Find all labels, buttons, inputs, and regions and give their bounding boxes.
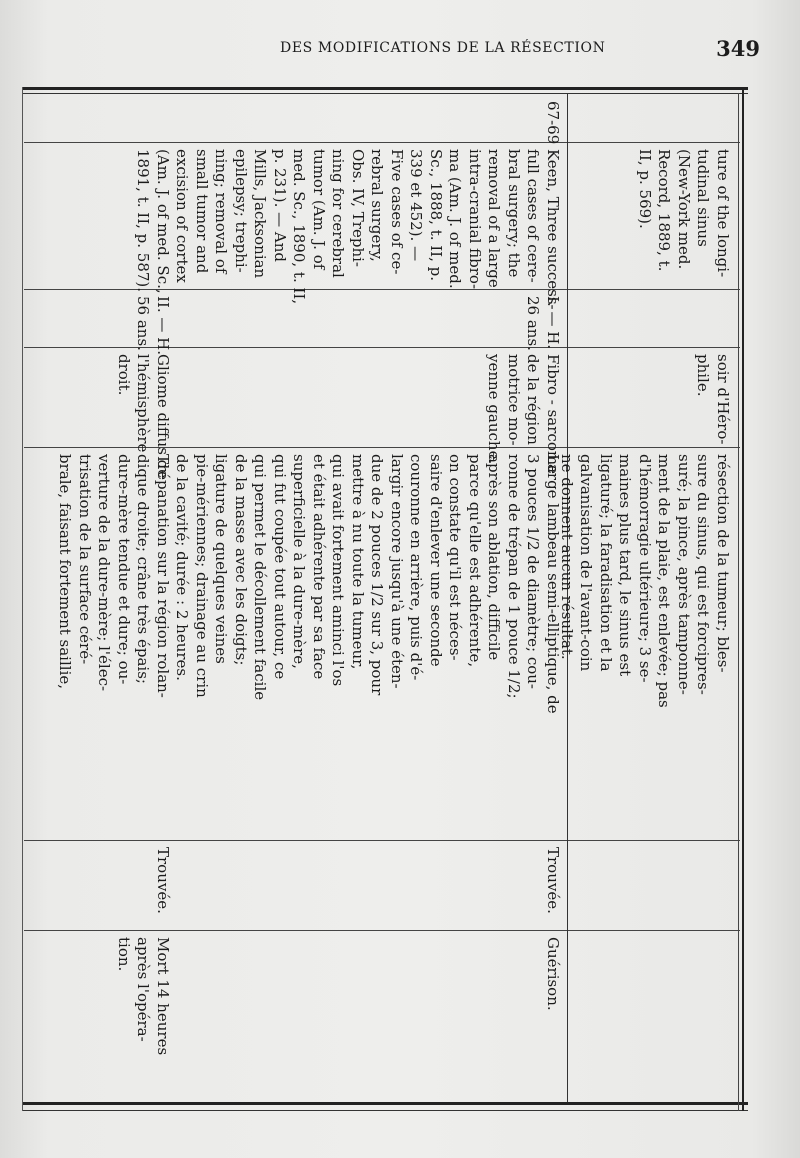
table-bottom-rule-thin <box>22 1110 748 1111</box>
page-header <box>280 36 760 64</box>
found-cell-keen-2 <box>153 844 173 914</box>
result-cell-keen-2 <box>114 934 173 1055</box>
ref-cell-keen <box>133 146 562 310</box>
found-text-keen-2: Trouvée. <box>154 847 172 914</box>
lesion-text-keen-1: Fibro - sarcome de la région motrice mo- yenne gauche. <box>485 354 562 474</box>
case-table <box>24 94 740 1102</box>
found-cell-keen-1 <box>543 844 563 914</box>
ref-cell-top <box>635 146 733 277</box>
column-number <box>24 94 740 145</box>
operation-cell-keen-2 <box>55 451 172 698</box>
result-cell-keen-1 <box>543 934 563 1011</box>
operation-text-keen-1: Large lambeau semi-elliptique, de 3 pouces 1/2 de diamètre; cou- ronne de trépan de 1 pouce 1/2; après son ablation, difficile parce qu'elle est adhérente, on constate qu'il est néces- saire d'enlever une seconde couronne en arrière, puis d'é- largir encore jusqu'à une éten- due de 2 pouces 1/2 sur 3, pour mettre à nu toute la tumeur, qui avait fortement aminci l'os et était adhérente par sa face superficielle à la dure-mère, qui fut coupée tout autour, ce qui permet le décollement facile de la masse avec les doigts; ligature de quelques veines pie-mériennes; drainage au crin de la cavité; durée : 2 heures. <box>173 454 562 714</box>
patient-cell-keen-2 <box>133 293 172 355</box>
running-head: DES MODIFICATIONS DE LA RÉSECTION <box>280 40 606 56</box>
patient-cell-keen-1 <box>523 293 562 351</box>
lesion-text-keen-2: Gliome diffus de l'hémisphère droit. <box>115 354 172 479</box>
column-found <box>24 840 740 930</box>
case-number: 67-69 <box>544 101 562 145</box>
table-bottom-rule <box>22 1102 748 1105</box>
table-top-rule <box>22 87 748 90</box>
lesion-cell-top <box>693 351 732 444</box>
operation-cell-keen-1 <box>172 451 562 714</box>
result-text-keen-2: Mort 14 heures après l'opéra- tion. <box>115 937 172 1056</box>
result-text-keen-1: Guérison. <box>544 937 562 1011</box>
ref-text-keen: Keen, Three success- full cases of cere- bral surgery; the removal of a large intra-cranial fibro- ma (Am. J. of med. Sc., 1888, t. II, p. 339 et 452). — Five cases of ce- rebral surgery, Obs. IV, Trephi- ning for cerebral tumor (Am. J. of med. Sc., 1890, t. II, p. 231). — And Mills, Jacksonian epilepsy; trephi- ning; removal of small tumor and excision of cortex (Am. J. of med. Sc., 1891, t. II, p. 587). <box>134 149 562 310</box>
operation-text-keen-2: Trépanation sur la région rolan- dique droite; crâne très épais; dure-mère tendue et dure; ou- verture de la dure-mère; l'élec- trisation de la surface céré- brale, faisant fortement saillie, <box>56 454 172 698</box>
operation-cell-top <box>557 451 733 708</box>
patient-text-keen-2: II. — H. 56 ans. <box>134 296 172 356</box>
lesion-text-top: soir d'Héro- phile. <box>694 354 732 445</box>
table-right-rule <box>742 87 744 1111</box>
page-number: 349 <box>716 36 760 61</box>
ref-text-top: ture of the longi- tudinal sinus (New-York med. Record, 1889, t. II, p. 569). <box>636 149 732 278</box>
case-number-cell <box>543 98 563 144</box>
found-text-keen-1: Trouvée. <box>544 847 562 914</box>
patient-text-keen-1: I. — H. 26 ans. <box>524 296 562 351</box>
table-left-rule <box>22 87 23 1111</box>
operation-text-top: résection de la tumeur; bles- sure du sinus, qui est forcipres- suré; la pince, après tamponne- ment de la plaie, est enlevée; pas d'hémorragie ultérieure; 3 se- maines plus tard, le sinus est ligaturé; la faradisation et la galvanisation de l'avant-coin ne donnent aucun résultat. <box>558 454 732 708</box>
